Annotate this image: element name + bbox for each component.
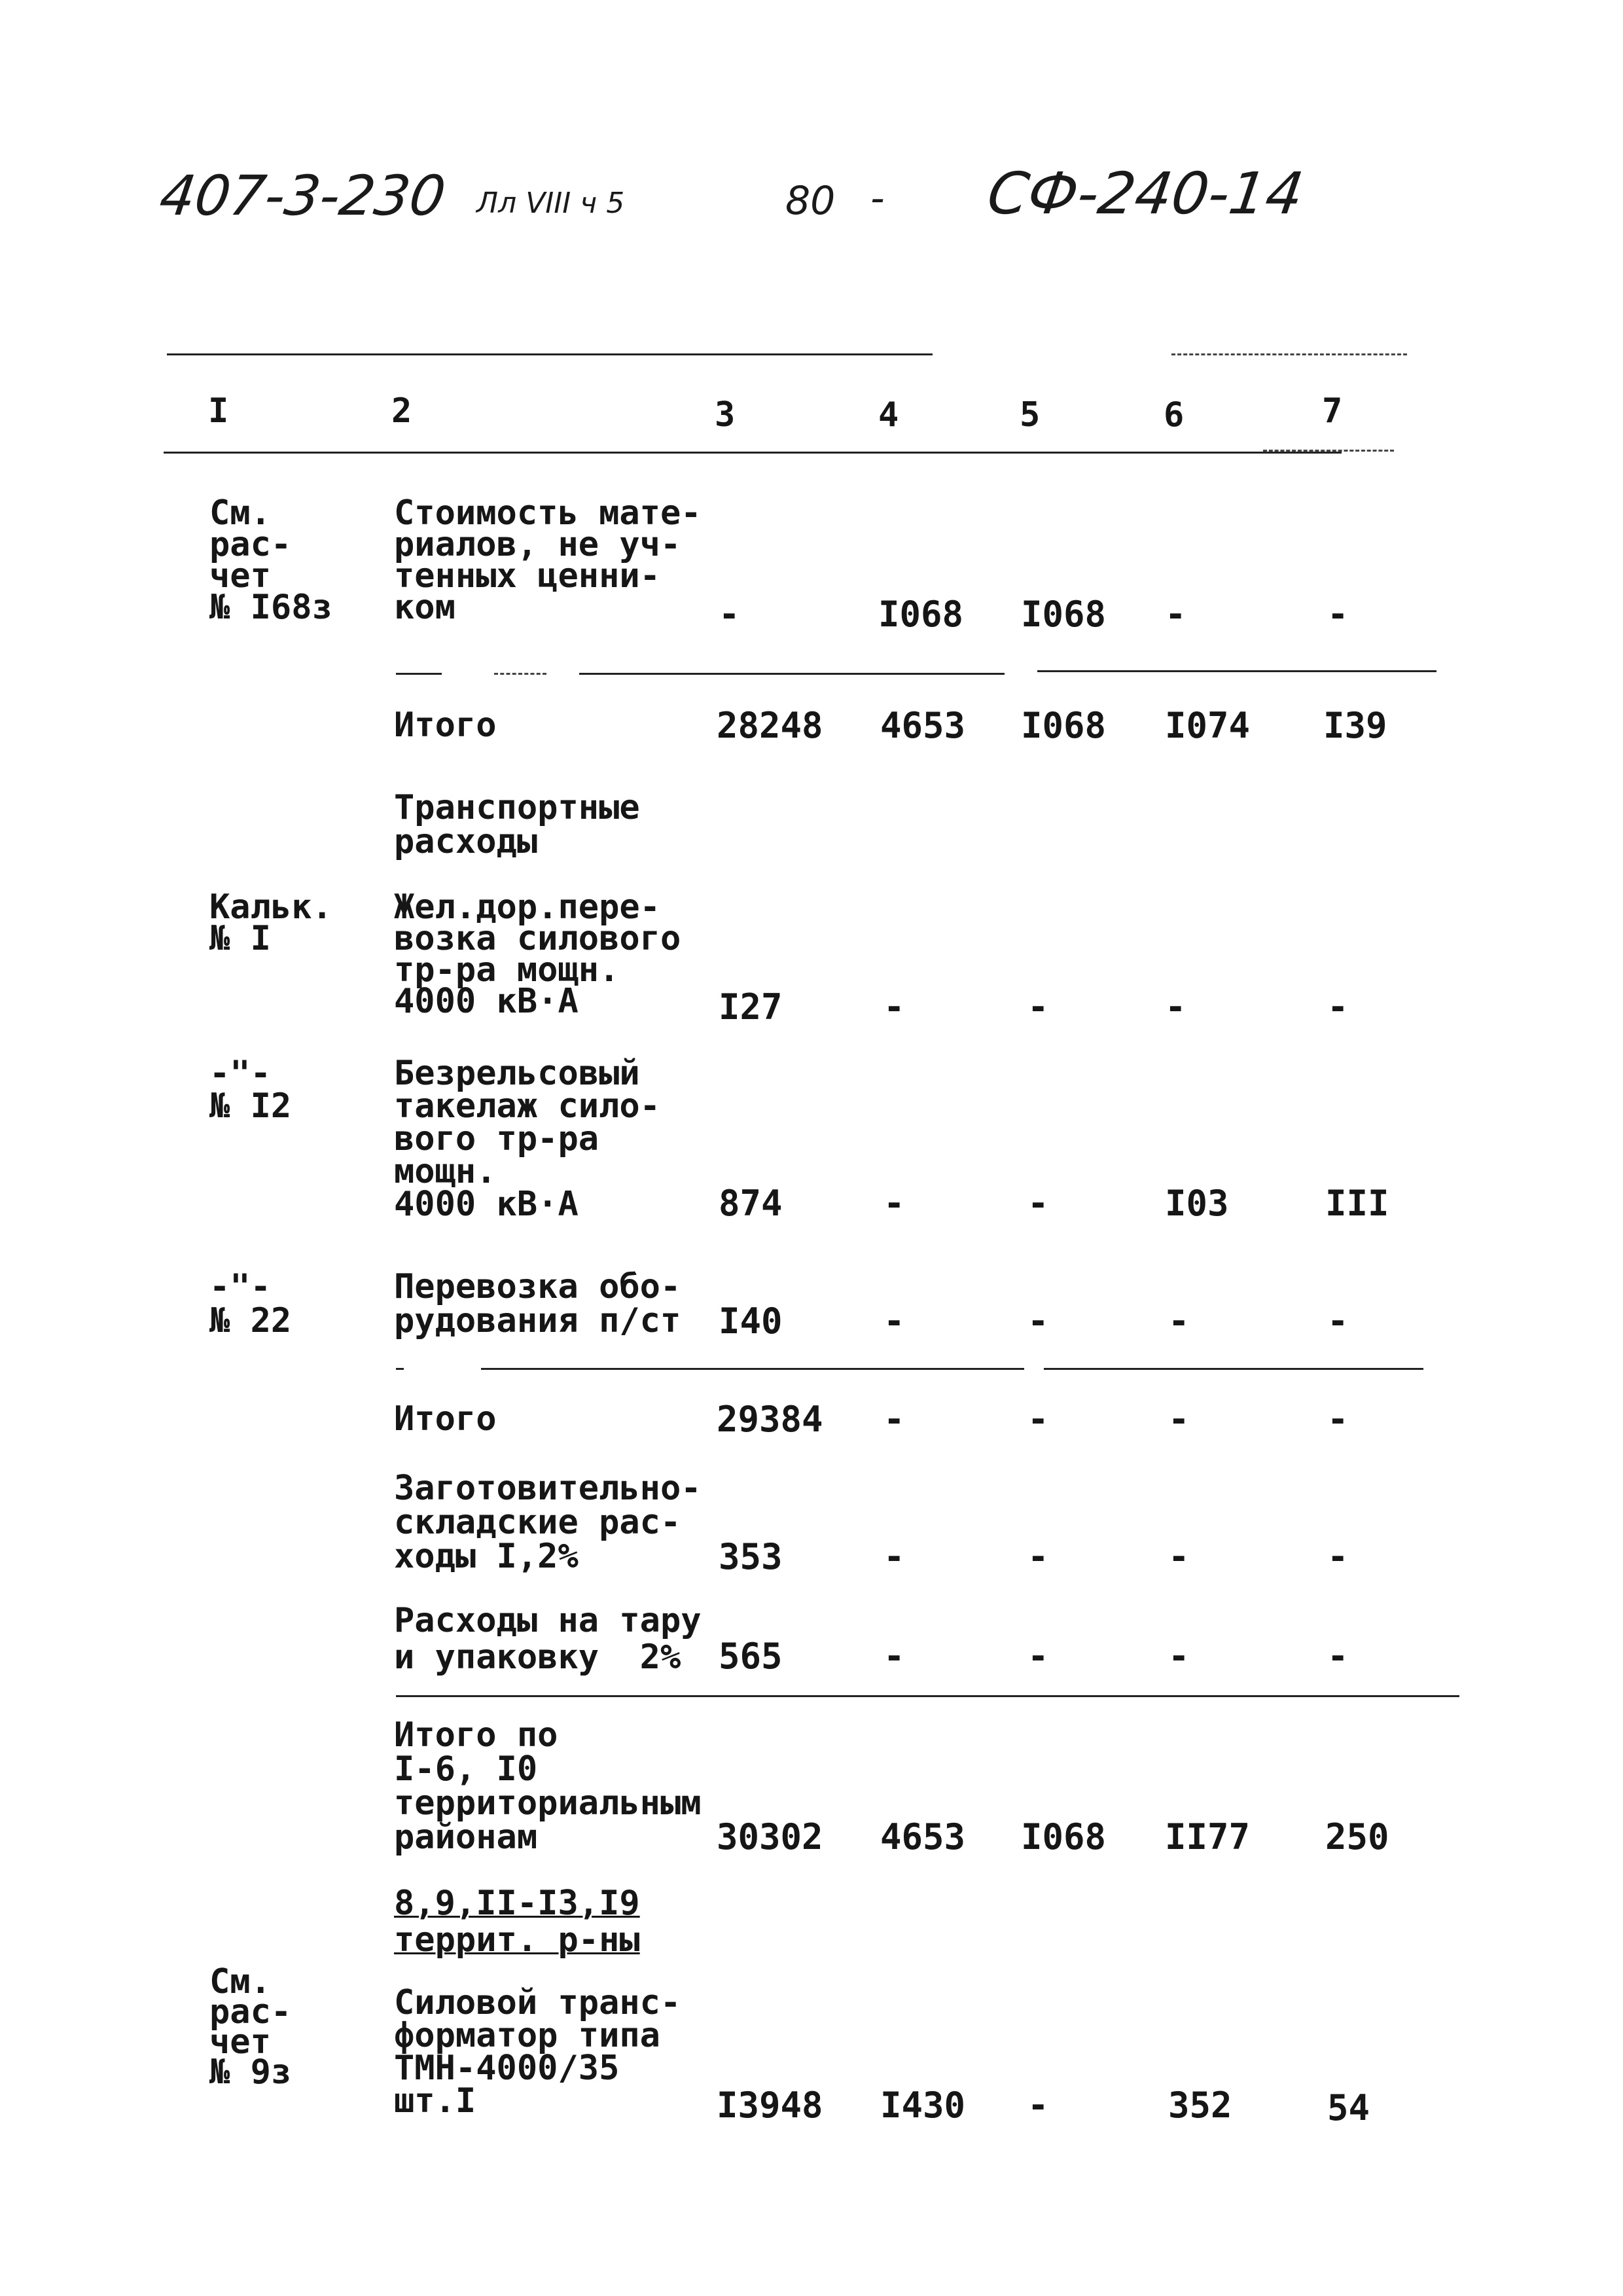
row-col6: II77 bbox=[1165, 1816, 1251, 1857]
row-name: Итого bbox=[394, 706, 497, 745]
row-name: Итого bbox=[394, 1399, 497, 1439]
row-col4: I430 bbox=[880, 2085, 966, 2126]
row-col3: 353 bbox=[719, 1536, 783, 1577]
col-number-1: I bbox=[208, 391, 229, 431]
row-col6: - bbox=[1168, 1636, 1190, 1677]
row-name: Заготовительно- складские рас- ходы I,2% bbox=[394, 1469, 702, 1576]
row-name: Жел.дор.пере- возка силового тр-ра мощн. 4000 кВ·А bbox=[394, 888, 681, 1021]
subtotal-rule-1d bbox=[1037, 670, 1436, 672]
row-col6: - bbox=[1168, 1536, 1190, 1577]
row-col4: - bbox=[883, 1399, 905, 1440]
row-col7: - bbox=[1327, 1399, 1349, 1440]
row-col4: 4653 bbox=[880, 1816, 966, 1857]
col-number-4: 4 bbox=[878, 395, 899, 435]
row-col5: - bbox=[1027, 2085, 1049, 2126]
row-col5: I068 bbox=[1021, 594, 1107, 635]
row-col4: - bbox=[883, 1300, 905, 1342]
row-col6: - bbox=[1165, 986, 1186, 1028]
header-bottom-rule-right bbox=[1263, 450, 1394, 452]
subtotal-rule-2b bbox=[481, 1368, 1024, 1370]
row-ref: -"- № 22 bbox=[209, 1267, 292, 1340]
row-col5: - bbox=[1027, 986, 1049, 1028]
row-name: Транспортные расходы bbox=[394, 788, 640, 861]
row-col4: I068 bbox=[878, 594, 964, 635]
row-col4: 4653 bbox=[880, 705, 966, 746]
table-top-rule-right bbox=[1171, 353, 1407, 355]
row-col3: 565 bbox=[719, 1636, 783, 1677]
row-col6: I074 bbox=[1165, 705, 1251, 746]
header-dash: - bbox=[870, 175, 885, 221]
row-col3: 874 bbox=[719, 1183, 783, 1224]
row-col4: - bbox=[883, 1183, 905, 1224]
document-number: 407-3-230 bbox=[156, 164, 450, 228]
row-ref: Кальк. № I bbox=[209, 888, 332, 958]
row-col4: - bbox=[883, 1536, 905, 1577]
row-col5: - bbox=[1027, 1636, 1049, 1677]
subtotal-rule-2a bbox=[396, 1368, 404, 1370]
subtotal-rule-1b bbox=[494, 673, 546, 675]
header-bottom-rule bbox=[164, 452, 1342, 454]
row-col3: I27 bbox=[719, 986, 783, 1028]
page-number: 80 bbox=[785, 178, 836, 224]
row-col3: 28248 bbox=[717, 705, 823, 746]
subtotal-rule-2c bbox=[1044, 1368, 1423, 1370]
row-ref: -"- № I2 bbox=[209, 1054, 292, 1126]
row-col3: 29384 bbox=[717, 1399, 823, 1440]
row-col7: I39 bbox=[1323, 705, 1387, 746]
row-name: Расходы на тару и упаковку 2% bbox=[394, 1601, 702, 1677]
row-col7: 250 bbox=[1325, 1816, 1389, 1857]
row-col5: I068 bbox=[1021, 1816, 1107, 1857]
sheet-reference: Лл VIII ч 5 bbox=[476, 187, 625, 220]
col-number-3: 3 bbox=[715, 395, 736, 435]
row-col5: - bbox=[1027, 1300, 1049, 1342]
subtotal-rule-3 bbox=[396, 1695, 1459, 1697]
table-top-rule bbox=[167, 353, 933, 355]
row-name: Перевозка обо- рудования п/ст bbox=[394, 1267, 681, 1340]
row-col7: - bbox=[1327, 1300, 1349, 1342]
row-col3: 30302 bbox=[717, 1816, 823, 1857]
row-col3: I40 bbox=[719, 1300, 783, 1342]
row-name: Безрельсовый такелаж сило- вого тр-ра мощн. 4000 кВ·А bbox=[394, 1054, 660, 1224]
row-name: Силовой транс- форматор типа ТМН-4000/35 шт.I bbox=[394, 1983, 681, 2121]
row-col4: - bbox=[883, 986, 905, 1028]
row-col6: - bbox=[1168, 1399, 1190, 1440]
subtotal-rule-1a bbox=[396, 673, 442, 675]
row-col5: - bbox=[1027, 1399, 1049, 1440]
row-col7: III bbox=[1325, 1183, 1389, 1224]
project-code: СФ-240-14 bbox=[983, 160, 1308, 227]
col-number-6: 6 bbox=[1164, 395, 1185, 435]
row-name: 8,9,II-I3,I9 террит. р-ны bbox=[394, 1884, 640, 1960]
col-number-7: 7 bbox=[1322, 391, 1343, 431]
row-ref: См. рас- чет № I68з bbox=[209, 493, 332, 627]
row-col3: - bbox=[719, 594, 740, 635]
row-col7: - bbox=[1327, 1636, 1349, 1677]
row-col6: - bbox=[1165, 594, 1186, 635]
row-col7: 54 bbox=[1327, 2087, 1370, 2128]
row-col5: - bbox=[1027, 1536, 1049, 1577]
row-ref: См. рас- чет № 9з bbox=[209, 1962, 292, 2092]
row-name: Стоимость мате- риалов, не уч- тенных ценни- ком bbox=[394, 493, 702, 627]
col-number-2: 2 bbox=[391, 391, 412, 431]
col-number-5: 5 bbox=[1020, 395, 1041, 435]
row-col7: - bbox=[1327, 1536, 1349, 1577]
row-col7: - bbox=[1327, 594, 1349, 635]
row-name: Итого по I-6, I0 территориальным районам bbox=[394, 1715, 702, 1857]
row-col5: - bbox=[1027, 1183, 1049, 1224]
row-col6: - bbox=[1168, 1300, 1190, 1342]
row-col4: - bbox=[883, 1636, 905, 1677]
row-col7: - bbox=[1327, 986, 1349, 1028]
row-col6: I03 bbox=[1165, 1183, 1229, 1224]
subtotal-rule-1c bbox=[579, 673, 1005, 675]
row-col3: I3948 bbox=[717, 2085, 823, 2126]
row-col5: I068 bbox=[1021, 705, 1107, 746]
row-col6: 352 bbox=[1168, 2085, 1232, 2126]
